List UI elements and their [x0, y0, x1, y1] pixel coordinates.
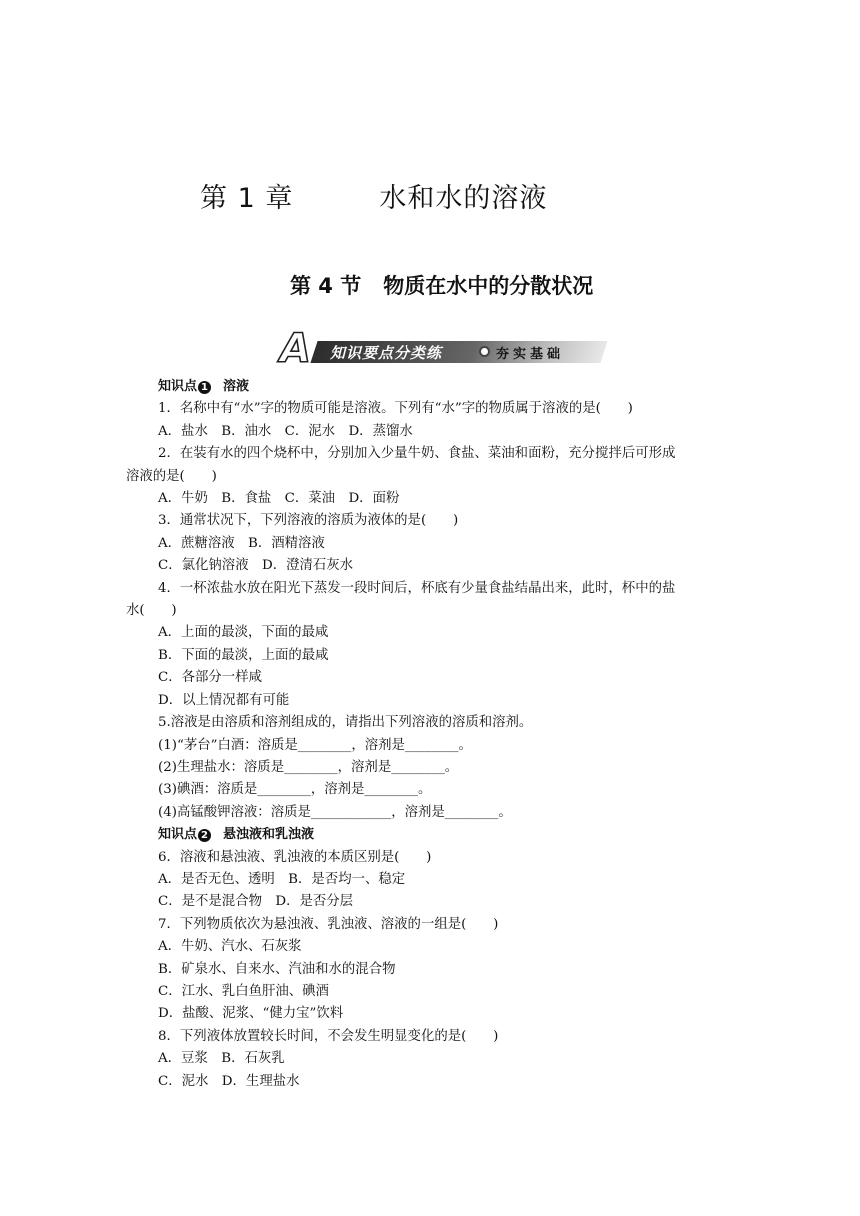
question-4-stem: 4．一杯浓盐水放在阳光下蒸发一段时间后，杯底有少量食盐结晶出来，此时，杯中的盐: [158, 580, 676, 596]
kp-number-badge: 1: [198, 381, 211, 394]
knowledge-point-1: [126, 376, 738, 398]
question-6-stem: 6．溶液和悬浊液、乳浊液的本质区别是( ): [158, 849, 432, 865]
question-5-sub-4: (4)高锰酸钾溶液：溶质是____________，溶剂是________。: [158, 804, 512, 820]
question-5-stem: 5.溶液是由溶质和溶剂组成的，请指出下列溶液的溶质和溶剂。: [158, 715, 533, 731]
question-1-options: A．盐水 B．油水 C．泥水 D．蒸馏水: [158, 423, 413, 439]
question-3-stem: 3．通常状况下，下列溶液的溶质为液体的是( ): [158, 513, 459, 529]
question-7-option-b: B．矿泉水、自来水、汽油和水的混合物: [158, 961, 396, 977]
banner-text: 知识要点分类练: [330, 344, 443, 362]
question-1-stem: 1．名称中有“水”字的物质可能是溶液。下列有“水”字的物质属于溶液的是( ): [158, 401, 633, 417]
section-banner: [280, 326, 620, 372]
question-3-options-cd: C．氯化钠溶液 D．澄清石灰水: [158, 558, 354, 574]
banner-dot-icon: [479, 346, 490, 357]
kp-title: 溶液: [223, 379, 250, 394]
section-title: [290, 270, 593, 300]
question-5-sub-1: (1)“茅台”白酒：溶质是________，溶剂是________。: [158, 737, 472, 753]
question-4-stem-cont: 水( ): [126, 603, 177, 619]
kp-number-badge: 2: [198, 829, 211, 842]
question-8-options-ab: A．豆浆 B．石灰乳: [158, 1051, 285, 1067]
question-2-stem-cont: 溶液的是( ): [126, 468, 217, 484]
question-2-stem: 2．在装有水的四个烧杯中，分别加入少量牛奶、食盐、菜油和面粉，充分搅拌后可形成: [158, 446, 676, 462]
question-7-stem: 7．下列物质依次为悬浊液、乳浊液、溶液的一组是( ): [158, 916, 499, 932]
chapter-number: 第 1 章: [200, 183, 294, 214]
question-2-options: A．牛奶 B．食盐 C．菜油 D．面粉: [158, 491, 400, 507]
knowledge-point-2: [126, 824, 738, 846]
question-6-options-ab: A．是否无色、透明 B．是否均一、稳定: [158, 871, 406, 887]
banner-letter: A: [280, 326, 311, 372]
question-5-sub-3: (3)碘酒：溶质是________，溶剂是________。: [158, 782, 432, 798]
question-4-option-d: D．以上情况都有可能: [158, 692, 290, 708]
question-7-option-c: C．江水、乳白鱼肝油、碘酒: [158, 983, 329, 999]
section-number: 第 4 节: [290, 274, 362, 298]
exercise-content: [126, 376, 738, 1093]
banner-subtitle: 夯实基础: [496, 347, 565, 362]
question-8-options-cd: C．泥水 D．生理盐水: [158, 1073, 300, 1089]
question-3-options-ab: A．蔗糖溶液 B．酒精溶液: [158, 535, 325, 551]
section-name: 物质在水中的分散状况: [383, 274, 594, 298]
question-7-option-a: A．牛奶、汽水、石灰浆: [158, 939, 302, 955]
kp-label: 知识点: [158, 379, 198, 394]
question-8-stem: 8．下列液体放置较长时间，不会发生明显变化的是( ): [158, 1028, 499, 1044]
question-7-option-d: D．盐酸、泥浆、“健力宝”饮料: [158, 1006, 344, 1022]
question-6-options-cd: C．是不是混合物 D．是否分层: [158, 894, 354, 910]
kp-label: 知识点: [158, 827, 198, 843]
question-5-sub-2: (2)生理盐水：溶质是________，溶剂是________。: [158, 759, 459, 775]
question-4-option-c: C．各部分一样咸: [158, 670, 262, 686]
question-4-option-a: A．上面的最淡，下面的最咸: [158, 625, 329, 641]
chapter-title: [200, 176, 547, 215]
question-4-option-b: B．下面的最淡，上面的最咸: [158, 647, 329, 663]
chapter-name: 水和水的溶液: [379, 183, 548, 214]
kp-title: 悬浊液和乳浊液: [223, 827, 315, 843]
